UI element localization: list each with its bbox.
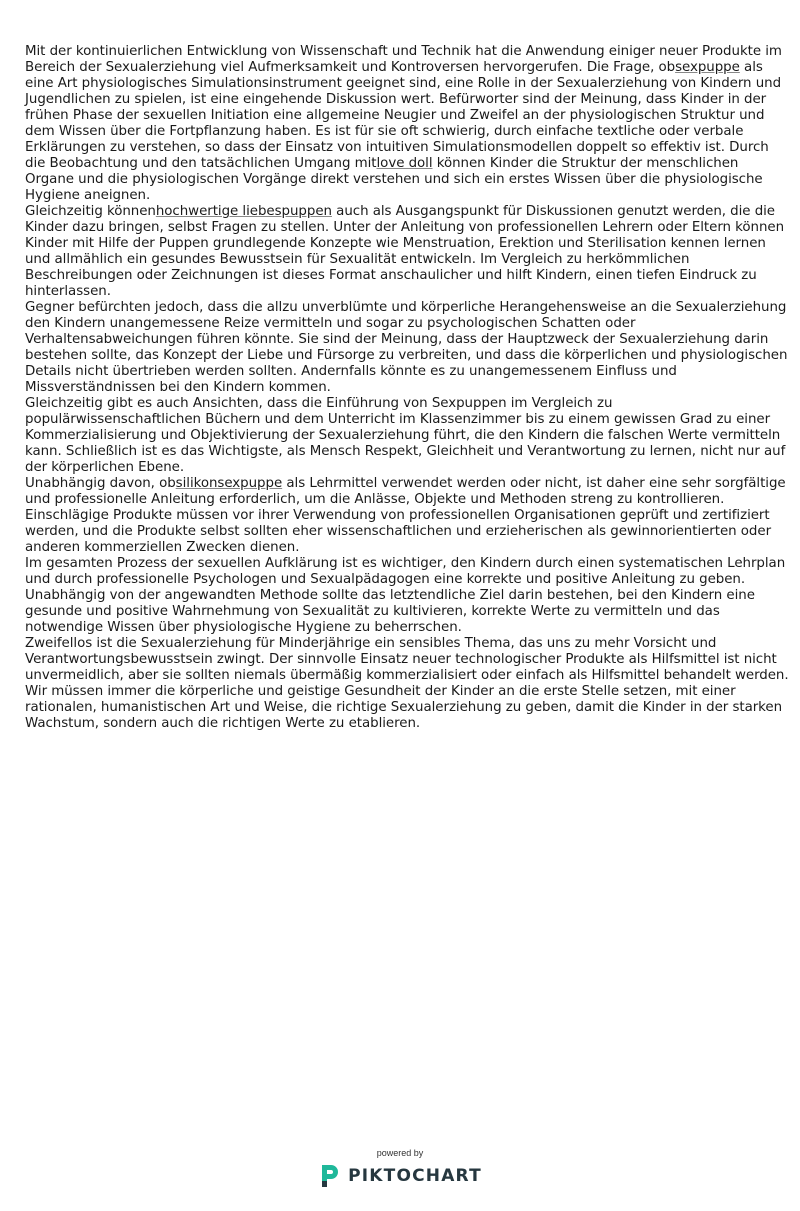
link-hochwertige-liebespuppen[interactable]: hochwertige liebespuppen — [155, 204, 332, 219]
paragraph-1 — [25, 44, 791, 204]
paragraph-5 — [25, 476, 791, 556]
paragraph-7: Zweifellos ist die Sexualerziehung für Minderjährige ein sensibles Thema, das uns zu mehr Vorsicht und Verantwortungsbewusstsein zwingt. Der sinnvolle Einsatz neuer technologischer Produkte als Hilfsmittel ist nicht unvermeidlich, aber sie sollten niemals übermäßig kommerzialisiert oder einfach als Hilfsmittel behandelt werden. Wir müssen immer die körperliche und geistige Gesundheit der Kinder an die erste Stelle setzen, mit einer rationalen, humanistischen Art und Weise, die richtige Sexualerziehung zu geben, damit die Kinder in der starken Wachstum, sondern auch die richtigen Werte zu etablieren. — [25, 636, 789, 731]
paragraph-text: können Kinder die Struktur der menschlichen Organe und die physiologischen Vorgänge direkt verstehen und sich ein erstes Wissen über die physiologische Hygiene aneignen. — [25, 156, 763, 203]
piktochart-footer[interactable] — [0, 1148, 800, 1189]
paragraph-6: Im gesamten Prozess der sexuellen Aufklärung ist es wichtiger, den Kindern durch einen systematischen Lehrplan und durch professionelle Psychologen und Sexualpädagogen eine korrekte und positive Anleitung zu geben. Unabhängig von der angewandten Methode sollte das letztendliche Ziel darin bestehen, bei den Kindern eine gesunde und positive Wahrnehmung von Sexualität zu kultivieren, korrekte Werte zu vermitteln und das notwendige Wissen über physiologische Hygiene zu beherrschen. — [25, 556, 786, 635]
link-sexpuppe[interactable]: sexpuppe — [675, 60, 740, 75]
paragraph-text: Mit der kontinuierlichen Entwicklung von Wissenschaft und Technik hat die Anwendung einiger neuer Produkte im Bereich der Sexualerziehung viel Aufmerksamkeit und Kontroversen hervorgerufen. Die Frage, ob — [25, 44, 782, 75]
paragraph-text: Gleichzeitig können — [25, 204, 156, 219]
powered-by-label: powered by — [376, 1148, 424, 1158]
brand-name: PIKTOCHART — [348, 1166, 482, 1186]
link-love-doll[interactable]: love doll — [376, 156, 433, 171]
paragraph-text: auch als Ausgangspunkt für Diskussionen genutzt werden, die die Kinder dazu bringen, selbst Fragen zu stellen. Unter der Anleitung von professionellen Lehrern oder Eltern können Kinder mit Hilfe der Puppen grundlegende Konzepte wie Menstruation, Erektion und Sterilisation kennen lernen und allmählich ein gesundes Bewusstsein für Sexualität entwickeln. Im Vergleich zu herkömmlichen Beschreibungen oder Zeichnungen ist dieses Format anschaulicher und hilft Kindern, einen tiefen Eindruck zu hinterlassen. — [25, 204, 785, 299]
paragraph-2 — [25, 204, 791, 300]
paragraph-text: als eine Art physiologisches Simulationsinstrument geeignet sind, eine Rolle in der Sexualerziehung von Kindern und Jugendlichen zu spielen, ist eine eingehende Diskussion wert. Befürworter sind der Meinung, dass Kinder in der frühen Phase der sexuellen Initiation eine allgemeine Neugier und Zweifel an der physiologischen Struktur und dem Wissen über die Fortpflanzung haben. Es ist für sie oft schwierig, durch einfache textliche oder verbale Erklärungen zu verstehen, so dass der Einsatz von intuitiven Simulationsmodellen doppelt so effektiv ist. Durch die Beobachtung und den tatsächlichen Umgang mit — [25, 60, 782, 171]
paragraph-text: als Lehrmittel verwendet werden oder nicht, ist daher eine sehr sorgfältige und professionelle Anleitung erforderlich, um die Anlässe, Objekte und Methoden streng zu kontrollieren. Einschlägige Produkte müssen vor ihrer Verwendung von professionellen Organisationen geprüft und zertifiziert werden, und die Produkte selbst sollten eher wissenschaftlichen und erzieherischen als gewinnorientierten oder anderen kommerziellen Zwecken dienen. — [25, 476, 786, 555]
link-silikonsexpuppe[interactable]: silikonsexpuppe — [175, 476, 283, 491]
paragraph-3: Gegner befürchten jedoch, dass die allzu unverblümte und körperliche Herangehensweise an die Sexualerziehung den Kindern unangemessene Reize vermitteln und sogar zu psychologischen Schatten oder Verhaltensabweichungen führen könnte. Sie sind der Meinung, dass der Hauptzweck der Sexualerziehung darin bestehen sollte, das Konzept der Liebe und Fürsorge zu verbreiten, und dass die körperlichen und physiologischen Details nicht übertrieben werden sollten. Andernfalls könnte es zu unangemessenem Einfluss und Missverständnissen bei den Kindern kommen. — [25, 300, 788, 395]
article-body — [25, 44, 791, 732]
paragraph-text: Unabhängig davon, ob — [25, 476, 176, 491]
paragraph-4: Gleichzeitig gibt es auch Ansichten, dass die Einführung von Sexpuppen im Vergleich zu populärwissenschaftlichen Büchern und dem Unterricht im Klassenzimmer bis zu einem gewissen Grad zu einer Kommerzialisierung und Objektivierung der Sexualerziehung führt, die den Kindern die falschen Werte vermitteln kann. Schließlich ist es das Wichtigste, als Mensch Respekt, Gleichheit und Verantwortung zu lernen, nicht nur auf der körperlichen Ebene. — [25, 396, 786, 475]
piktochart-logo-icon — [318, 1163, 340, 1189]
piktochart-brand[interactable] — [318, 1163, 482, 1189]
